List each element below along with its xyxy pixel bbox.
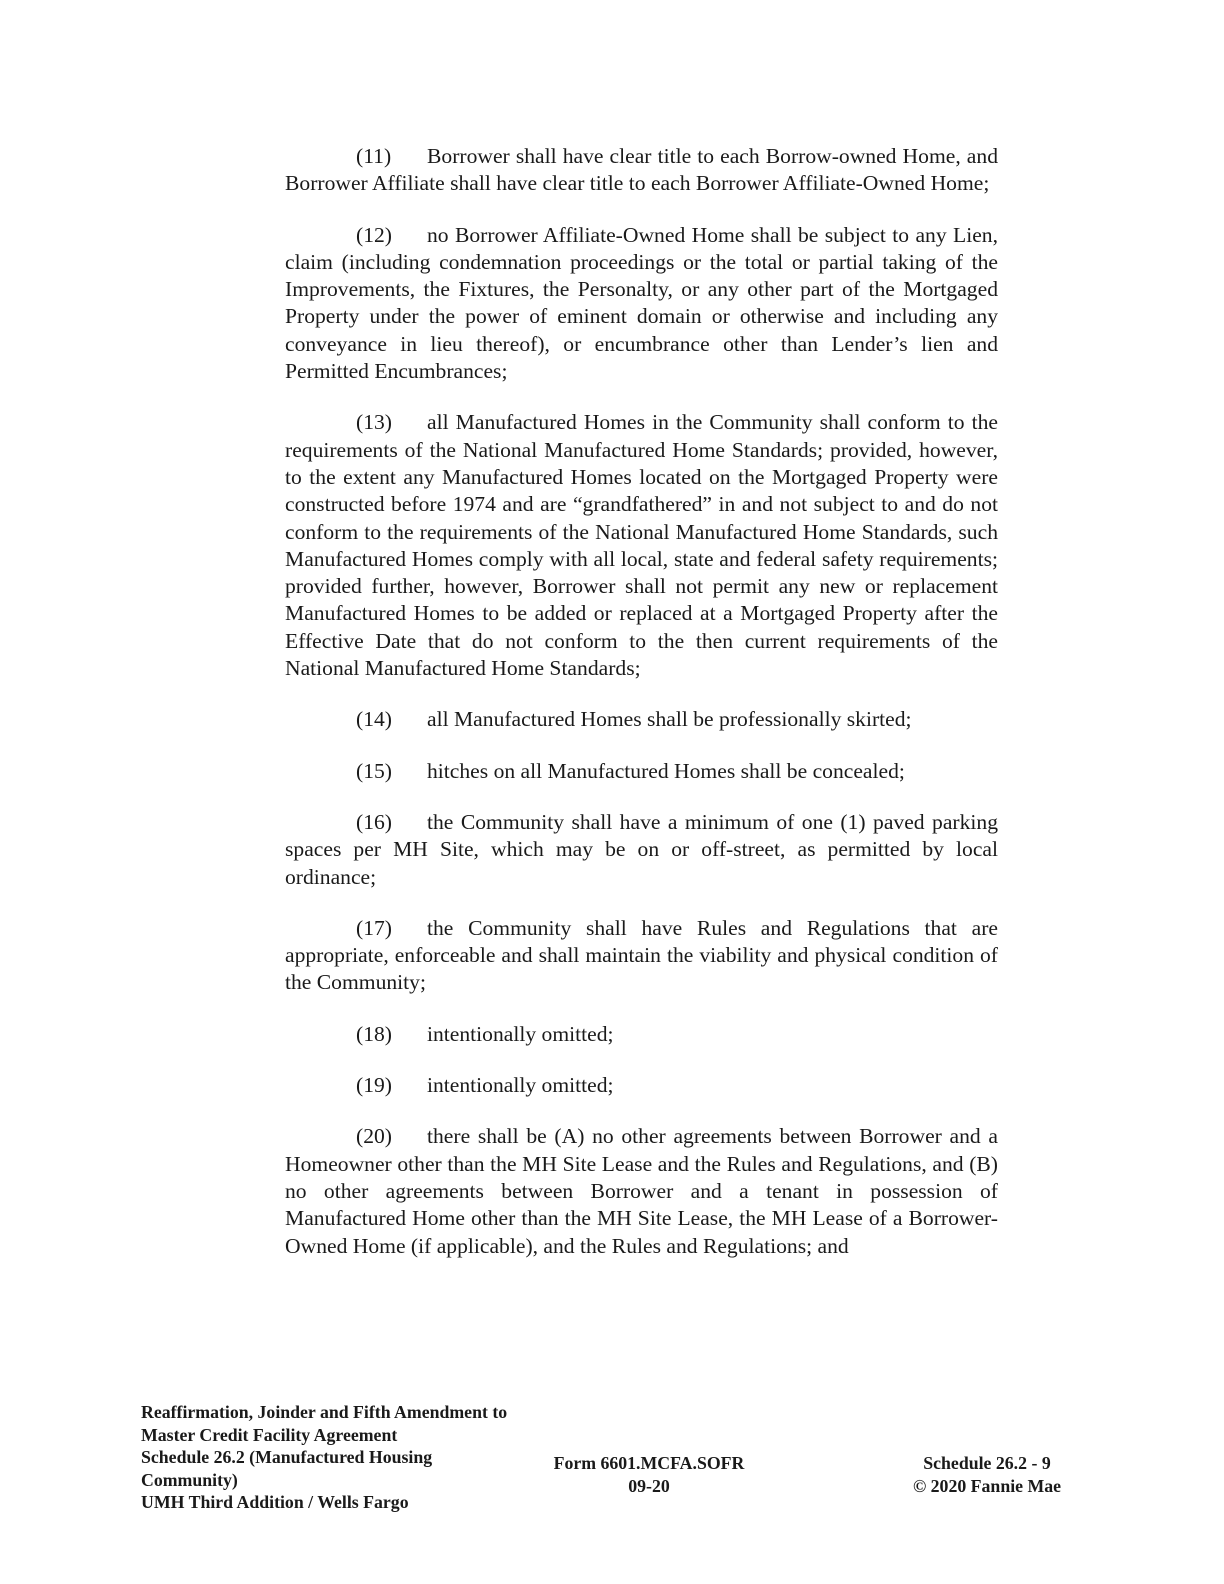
paragraph-12 [285,222,998,386]
footer-center-line: 09-20 [628,1475,670,1496]
paragraph-text: no Borrower Affiliate-Owned Home shall be subject to any Lien, claim (including condemnation proceedings or the total or partial taking of the Improvements, the Fixtures, the Personalty, or any other part of the Mortgaged Property under the power of eminent domain or otherwise and including any conveyance in lieu thereof), or encumbrance other than Lender’s lien and Permitted Encumbrances; [285,222,998,384]
paragraph-16 [285,809,998,891]
paragraph-19 [285,1072,998,1099]
paragraph-text: all Manufactured Homes shall be professionally skirted; [427,707,912,732]
paragraph-text: the Community shall have Rules and Regulations that are appropriate, enforceable and shall maintain the viability and physical condition of the Community; [285,915,998,995]
paragraph-number: (15) [356,758,392,783]
footer-left-line: UMH Third Addition / Wells Fargo [141,1492,409,1513]
footer-right-line: Schedule 26.2 - 9 [923,1453,1051,1473]
paragraph-text: Borrower shall have clear title to each Borrow-owned Home, and Borrower Affiliate shall have clear title to each Borrower Affiliate-Owned Home; [285,144,998,196]
footer-form-number [520,1452,778,1497]
footer-page-number [880,1452,1094,1497]
paragraph-18 [285,1021,998,1048]
paragraph-text: the Community shall have a minimum of one (1) paved parking spaces per MH Site, which may be on or off-street, as permitted by local ordinance; [285,809,998,889]
footer-right-line: © 2020 Fannie Mae [912,1475,1062,1496]
footer-center-line: Form 6601.MCFA.SOFR [553,1453,745,1473]
footer-left-line: Schedule 26.2 (Manufactured Housing [141,1447,433,1468]
paragraph-number: (19) [356,1073,392,1098]
footer-left-line: Reaffirmation, Joinder and Fifth Amendment to [141,1402,508,1422]
footer-left-line: Master Credit Facility Agreement [141,1424,398,1445]
paragraph-20 [285,1123,998,1259]
paragraph-text: intentionally omitted; [427,1073,614,1098]
footer-left-line: Community) [141,1469,238,1490]
paragraph-14 [285,706,998,733]
paragraph-number: (16) [356,809,392,834]
paragraph-13 [285,409,998,682]
paragraph-number: (17) [356,915,392,940]
paragraph-17 [285,915,998,997]
paragraph-number: (11) [356,144,392,168]
paragraph-11 [285,143,998,198]
paragraph-text: hitches on all Manufactured Homes shall be concealed; [427,758,905,783]
document-body [285,143,998,1284]
paragraph-text: intentionally omitted; [427,1021,614,1046]
paragraph-15 [285,758,998,785]
paragraph-number: (18) [356,1021,392,1046]
paragraph-text: there shall be (A) no other agreements between Borrower and a Homeowner other than the MH Site Lease and the Rules and Regulations, and (B) no other agreements between Borrower and a tenant in possession of Manufactured Home other than the MH Site Lease, the MH Lease of a Borrower-Owned Home (if applicable), and the Rules and Regulations; and [285,1124,998,1258]
paragraph-number: (13) [356,410,392,435]
paragraph-number: (12) [356,222,392,247]
paragraph-text: all Manufactured Homes in the Community shall conform to the requirements of the National Manufactured Home Standards; provided, however, to the extent any Manufactured Homes located on the Mortgaged Property were constructed before 1974 and are “grandfathered” in and not subject to and do not conform to the requirements of the National Manufactured Home Standards, such Manufactured Homes comply with all local, state and federal safety requirements; provided further, however, Borrower shall not permit any new or replacement Manufactured Homes to be added or replaced at a Mortgaged Property after the Effective Date that do not conform to the then current requirements of the National Manufactured Home Standards; [285,410,998,681]
paragraph-number: (14) [356,707,392,732]
footer-document-title [141,1401,571,1514]
paragraph-number: (20) [356,1124,392,1149]
